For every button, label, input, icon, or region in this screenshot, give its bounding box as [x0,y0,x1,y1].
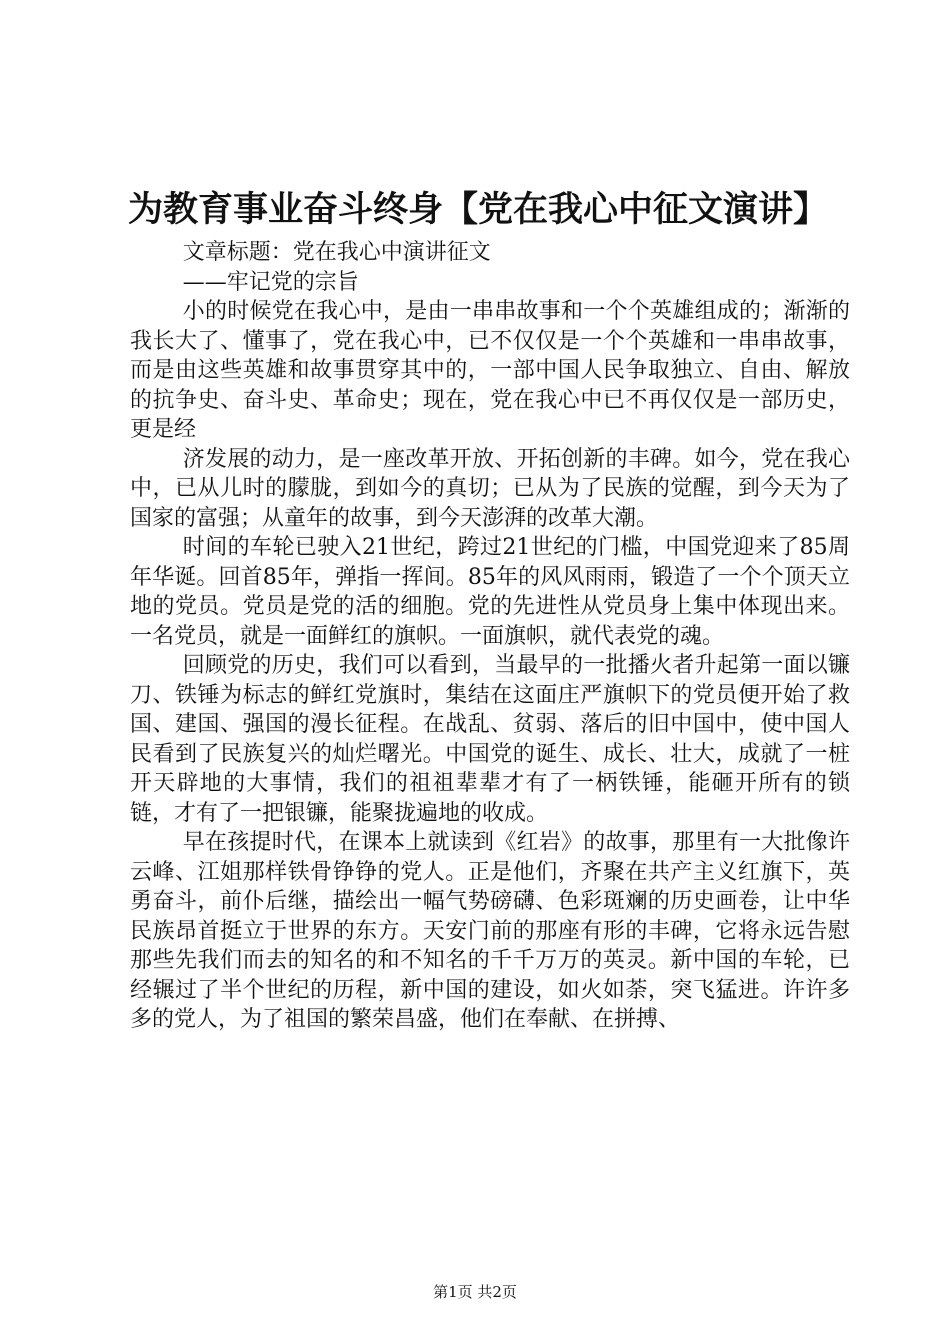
body-paragraph: 济发展的动力，是一座改革开放、开拓创新的丰碑。如今，党在我心中，已从儿时的朦胧，到如今的真切；已从为了民族的觉醒，到今天为了国家的富强；从童年的故事，到今天澎湃的改革大潮。 [130,446,850,531]
body-paragraph: 小的时候党在我心中，是由一串串故事和一个个英雄组成的；渐渐的我长大了、懂事了，党在我心中，已不仅仅是一个个英雄和一串串故事，而是由这些英雄和故事贯穿其中的，一部中国人民争取独立、自由、解放的抗争史、奋斗史、革命史；现在，党在我心中已不再仅仅是一部历史，更是经 [130,299,850,442]
body-paragraph: 早在孩提时代，在课本上就读到《红岩》的故事，那里有一大批像许云峰、江姐那样铁骨铮铮的党人。正是他们，齐聚在共产主义红旗下，英勇奋斗，前仆后继，描绘出一幅气势磅礴、色彩斑斓的历史画卷，让中华民族昂首挺立于世界的东方。天安门前的那座有形的丰碑，它将永远告慰那些先我们而去的知名的和不知名的千千万万的英灵。新中国的车轮，已经辗过了半个世纪的历程，新中国的建设，如火如荼，突飞猛进。许许多多的党人，为了祖国的繁荣昌盛，他们在奉献、在拼搏、 [130,830,850,1032]
body-paragraph: 时间的车轮已驶入21世纪，跨过21世纪的门槛，中国党迎来了85周年华诞。回首85年，弹指一挥间。85年的风风雨雨，锻造了一个个顶天立地的党员。党员是党的活的细胞。党的先进性从党员身上集中体现出来。一名党员，就是一面鲜红的旗帜。一面旗帜，就代表党的魂。 [130,535,850,649]
body-paragraph: 回顾党的历史，我们可以看到，当最早的一批播火者升起第一面以镰刀、铁锤为标志的鲜红党旗时，集结在这面庄严旗帜下的党员便开始了救国、建国、强国的漫长征程。在战乱、贫弱、落后的旧中国中，使中国人民看到了民族复兴的灿烂曙光。中国党的诞生、成长、壮大，成就了一桩开天辟地的大事情，我们的祖祖辈辈才有了一柄铁锤，能砸开所有的锁链，才有了一把银镰，能聚拢遍地的收成。 [130,653,850,826]
article-subtitle-line: ——牢记党的宗旨 [182,269,359,295]
page-number-footer: 第1页 共2页 [433,1283,517,1301]
document-body [130,238,850,1035]
document-title: 为教育事业奋斗终身【党在我心中征文演讲】 [128,189,829,230]
article-heading-line: 文章标题：党在我心中演讲征文 [182,240,491,265]
